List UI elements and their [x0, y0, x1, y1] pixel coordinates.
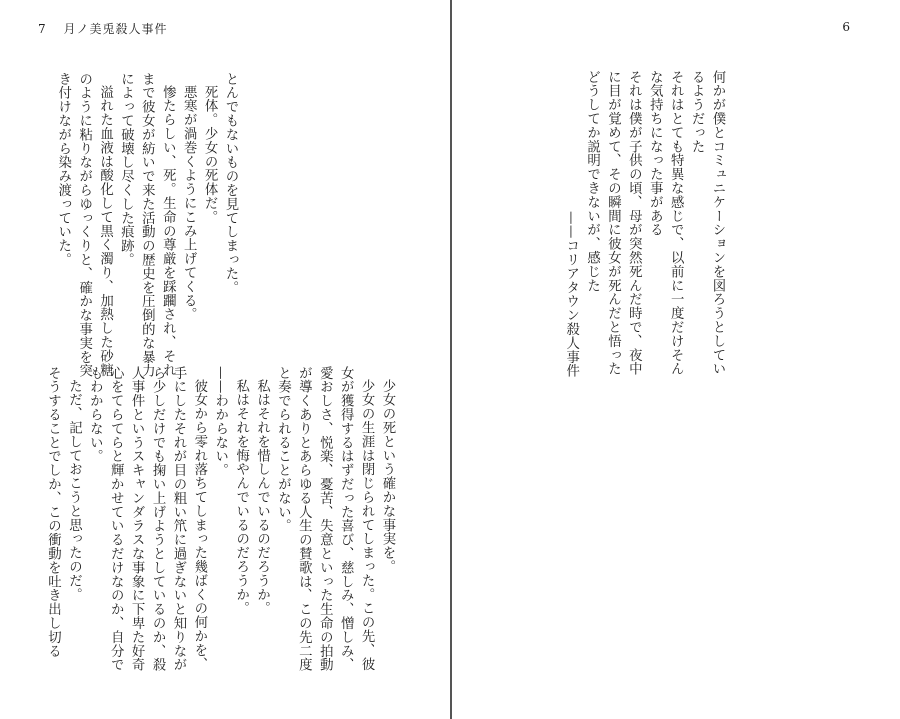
text-line: 心をてらてらと輝かせているだけなのか、自分で — [108, 366, 124, 672]
text-line: まで彼女が紡いで来た活動の歴史を圧倒的な暴力 — [139, 72, 155, 378]
epigraph-line: どうしてか説明できないが、感じた — [584, 70, 600, 293]
text-line: のように粘りながらゆっくりと、確かな事実を突 — [76, 72, 92, 378]
text-line: 彼女から零れ落ちてしまった幾ばくの何かを、 — [191, 379, 207, 672]
text-line: 惨たらしい、死。生命の尊厳を踩躙され、それ — [160, 85, 176, 378]
text-line: とんでもないものを見てしまった。 — [223, 72, 238, 295]
text-line: 手にしたそれが目の粗い笊に過ぎないと知りなが — [170, 366, 186, 672]
text-line: 悪寒が渦巻くようにこみ上げてくる。 — [181, 85, 197, 322]
text-line: 私はそれを悔やんでいるのだろうか。 — [233, 379, 249, 616]
page-number-right: 6 — [842, 20, 850, 34]
text-block-upper — [52, 72, 240, 378]
epigraph-line: に目が覚めて、その瞬間に彼女が死んだと悟った — [605, 70, 621, 376]
page-number-left: 7 — [38, 22, 47, 36]
epigraph-line: それは僕が子供の頃、母が突然死んだ時で、夜中 — [626, 70, 642, 376]
text-line: 愛おしさ、悦楽、憂苦、失意といった生命の拍動 — [317, 366, 333, 672]
text-line: もわからない。 — [87, 366, 103, 464]
text-line: き付けながら染み渡っていた。 — [55, 72, 71, 267]
page-gutter — [450, 0, 452, 719]
text-line: そうすることでしか、この衝動を吐き出し切る — [45, 366, 61, 658]
text-line: ら少しだけでも掬い上げようとしているのか、殺 — [150, 366, 166, 672]
running-head-title: 月ノ美兎殺人事件 — [63, 22, 168, 36]
text-line: 女が獲得するはずだった喜び、慈しみ、憎しみ、 — [338, 366, 354, 672]
text-line: 少女の死という確かな事実を。 — [380, 379, 395, 574]
running-header — [38, 20, 167, 37]
epigraph-line: るようだった — [689, 70, 705, 154]
epigraph-block — [560, 70, 727, 377]
text-line: 溢れた血液は酸化して黒く濁り、加熱した砂糖 — [97, 85, 113, 378]
text-line: 私はそれを惜しんでいるのだろうか。 — [254, 379, 270, 616]
text-line: と奏でられることがない。 — [275, 366, 291, 533]
text-line: 少女の生涯は閉じられてしまった。この先、彼 — [359, 379, 375, 672]
text-line: ——わからない。 — [212, 366, 228, 478]
epigraph-line: 何かが僕とコミュニケーションを図ろうとしてい — [710, 70, 725, 376]
text-line: によって破壊し尽くした痕跡。 — [118, 72, 134, 267]
epigraph-attribution: ——コリアタウン殺人事件 — [563, 210, 579, 378]
text-line: 死体。少女の死体だ。 — [202, 85, 218, 225]
epigraph-line: な気持ちになった事がある — [647, 70, 663, 237]
text-line: 人事件というスキャンダラスな事象に下卑た好奇 — [129, 366, 145, 672]
text-block-lower — [42, 366, 397, 672]
text-line: ただ、記しておこうと思ったのだ。 — [66, 379, 82, 602]
right-page — [453, 0, 900, 719]
text-line: が導くありとあらゆる人生の賛歌は、この先二度 — [296, 366, 312, 672]
epigraph-line: それはとても特異な感じで、以前に一度だけそん — [668, 70, 684, 376]
